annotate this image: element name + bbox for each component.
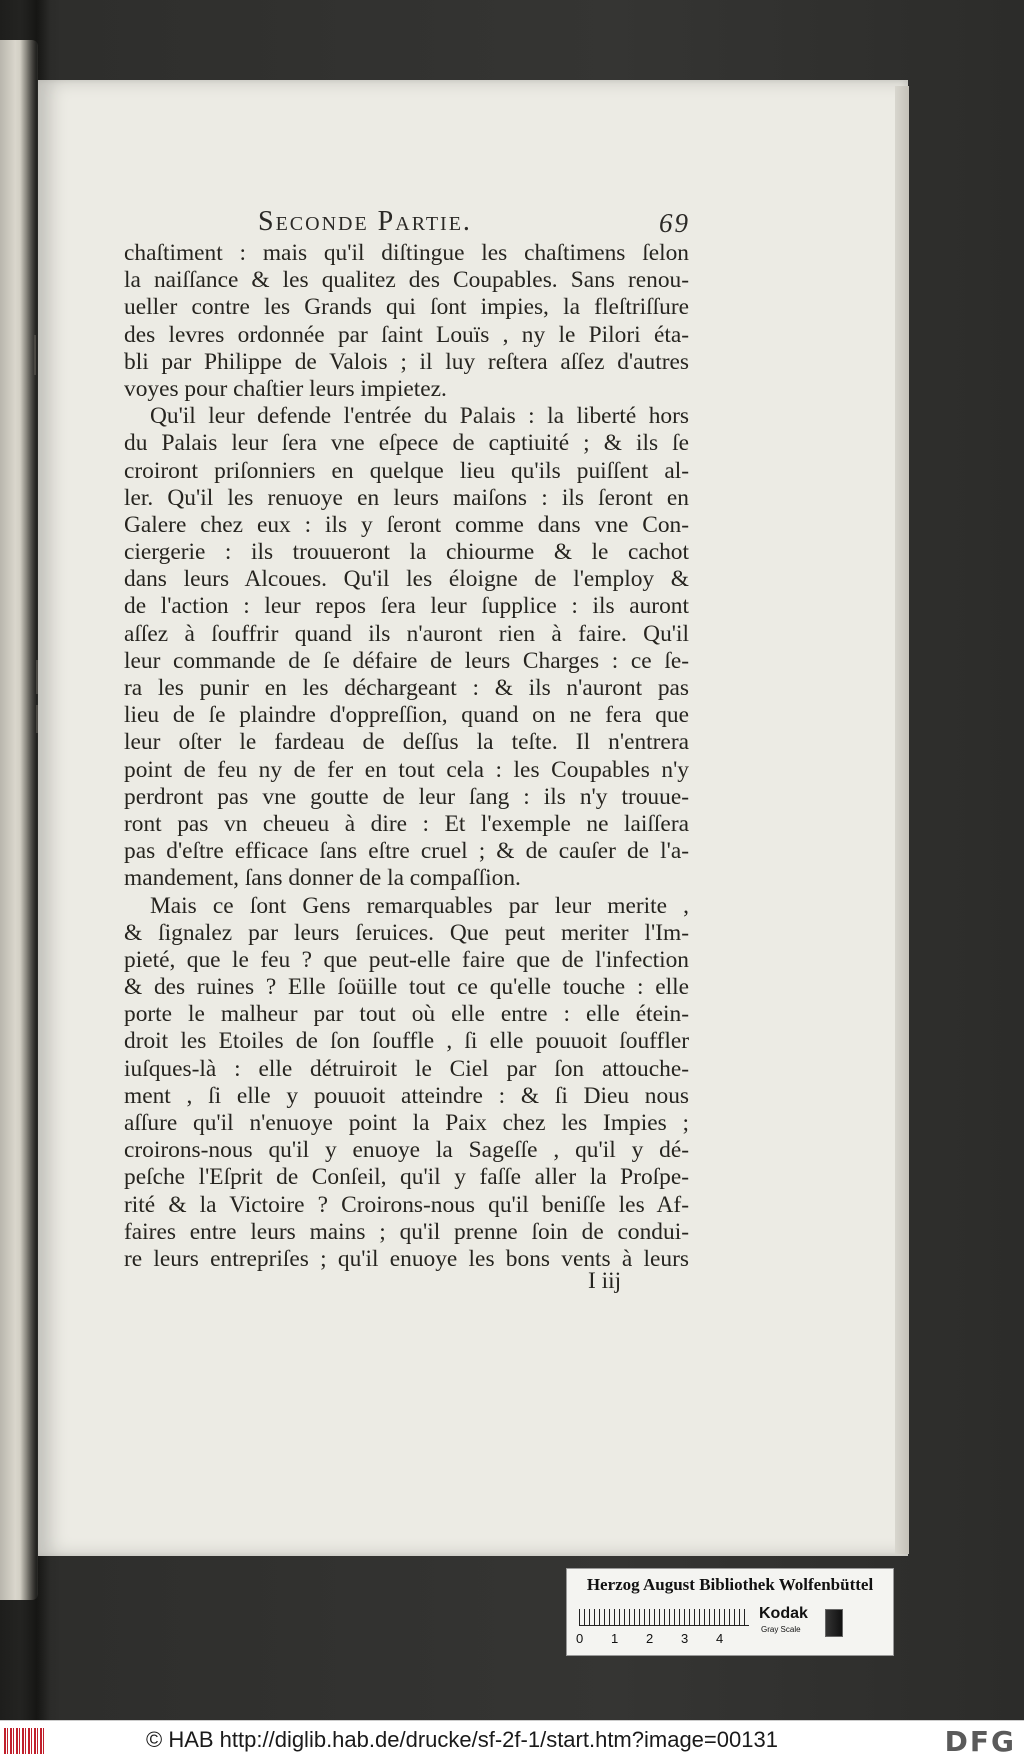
text-line: la naiſſance & les qualitez des Coupables. Sans renou-	[124, 267, 689, 294]
ruler-tick-label: 1	[611, 1631, 619, 1646]
text-line: Qu'il leur defende l'entrée du Palais : la liberté hors	[150, 403, 689, 430]
gray-chip	[825, 1609, 843, 1637]
kodak-brand: Kodak	[759, 1605, 808, 1622]
dfg-logo: DFG	[944, 1725, 1016, 1758]
text-line: iuſques-là : elle détruiroit le Ciel par ſon attouche-	[124, 1055, 689, 1082]
text-line: & ſignalez par leurs ſeruices. Que peut meriter l'Im-	[124, 919, 689, 946]
text-line: aſſez à ſouffrir quand ils n'auront rien à faire. Qu'il	[124, 620, 689, 647]
text-line: aſſure qu'il n'enuoye point la Paix chez les Impies ;	[124, 1110, 689, 1136]
ruler-tick-label: 2	[646, 1631, 654, 1646]
ruler-tick-label: 4	[716, 1631, 724, 1646]
text-line: croirons-nous qu'il y enuoye la Sageſſe , qu'il y dé-	[124, 1137, 689, 1164]
text-line: ueller contre les Grands qui ſont impies, la fleſtriſſure	[124, 294, 689, 321]
gray-scale-card	[566, 1568, 894, 1656]
text-line: peſche l'Eſprit de Conſeil, qu'il y faſſe aller la Proſpe-	[124, 1164, 689, 1191]
text-line: dans leurs Alcoues. Qu'il les éloigne de l'employ &	[124, 566, 689, 593]
text-line: faires entre leurs mains ; qu'il prenne ſoin de condui-	[124, 1218, 689, 1245]
text-line: ront pas vn cheueu à dire : Et l'exemple ne laiſſera	[124, 810, 689, 837]
ruler-tick-label: 0	[576, 1631, 584, 1646]
running-title: Seconde Partie.	[258, 206, 472, 237]
text-line: droit les Etoiles de ſon ſouffle , ſi elle pouuoit ſouffler	[124, 1028, 689, 1055]
text-line: du Palais leur ſera vne eſpece de captiuité ; & ils ſe	[124, 430, 689, 457]
kodak-sub: Gray Scale	[761, 1625, 801, 1634]
text-line: porte le malheur par tout où elle entre : elle étein-	[124, 1001, 689, 1028]
text-line: Galere chez eux : ils y ſeront comme dans vne Con-	[124, 511, 689, 538]
text-line: leur commande de ſe défaire de leurs Charges : ce ſe-	[124, 647, 689, 674]
text-line: Mais ce ſont Gens remarquables par leur merite ,	[150, 892, 689, 919]
footer-bar	[0, 1720, 1024, 1760]
text-line: ler. Qu'il les renuoye en leurs maiſons : ils ſeront en	[124, 484, 689, 511]
body-text	[124, 240, 689, 1273]
text-line: perdront pas vne goutte de leur ſang : ils n'y trouue-	[124, 783, 689, 810]
text-line: voyes pour chaſtier leurs impietez.	[124, 375, 447, 402]
hab-barcode-icon	[4, 1728, 44, 1754]
text-line: lieu de ſe plaindre d'oppreſſion, quand on ne fera que	[124, 702, 689, 729]
ruler	[579, 1609, 749, 1626]
text-line: des levres ordonnée par ſaint Louïs , ny le Pilori éta-	[124, 321, 689, 348]
margin-mark	[36, 705, 38, 733]
text-line: mandement, ſans donner de la compaſſion.	[124, 865, 521, 892]
text-line: croiront priſonniers en quelque lieu qu'ils puiſſent al-	[124, 457, 689, 484]
text-line: pieté, que le feu ? que peut-elle faire que de l'infection	[124, 946, 689, 973]
text-line: chaſtiment : mais qu'il diſtingue les chaſtimens ſelon	[124, 240, 689, 266]
text-line: ment , ſi elle y pouuoit atteindre : & ſi Dieu nous	[124, 1082, 689, 1109]
page-number: 69	[659, 208, 690, 238]
ruler-tick-label: 3	[681, 1631, 689, 1646]
text-line: ciergerie : ils trouueront la chiourme & le cachot	[124, 539, 689, 566]
margin-mark	[36, 660, 38, 694]
text-line: leur oſter le fardeau de deſſus la teſte. Il n'entrera	[124, 729, 689, 756]
running-head	[258, 206, 690, 242]
text-line: pas d'eſtre efficace ſans eſtre cruel ; & de cauſer de l'a-	[124, 838, 689, 865]
text-line: re leurs entrepriſes ; qu'il enuoye les bons vents à leurs	[124, 1245, 689, 1272]
scale-card-title: Herzog August Bibliothek Wolfenbüttel	[586, 1575, 874, 1594]
signature-mark: I iij	[588, 1268, 622, 1294]
page-right-edge	[895, 86, 909, 1554]
text-line: bli par Philippe de Valois ; il luy reſtera aſſez d'autres	[124, 348, 689, 375]
text-line: de l'action : leur repos ſera leur ſupplice : ils auront	[124, 593, 689, 620]
text-line: point de feu ny de fer en tout cela : les Coupables n'y	[124, 756, 689, 783]
text-line: rité & la Victoire ? Croirons-nous qu'il beniſſe les Af-	[124, 1191, 689, 1218]
footer-copyright-link[interactable]: © HAB http://diglib.hab.de/drucke/sf-2f-1/start.htm?image=00131	[146, 1727, 778, 1752]
text-line: & des ruines ? Elle ſoüille tout ce qu'elle touche : elle	[124, 974, 689, 1001]
text-line: ra les punir en les déchargeant : & ils n'auront pas	[124, 675, 689, 701]
margin-mark	[34, 335, 36, 375]
